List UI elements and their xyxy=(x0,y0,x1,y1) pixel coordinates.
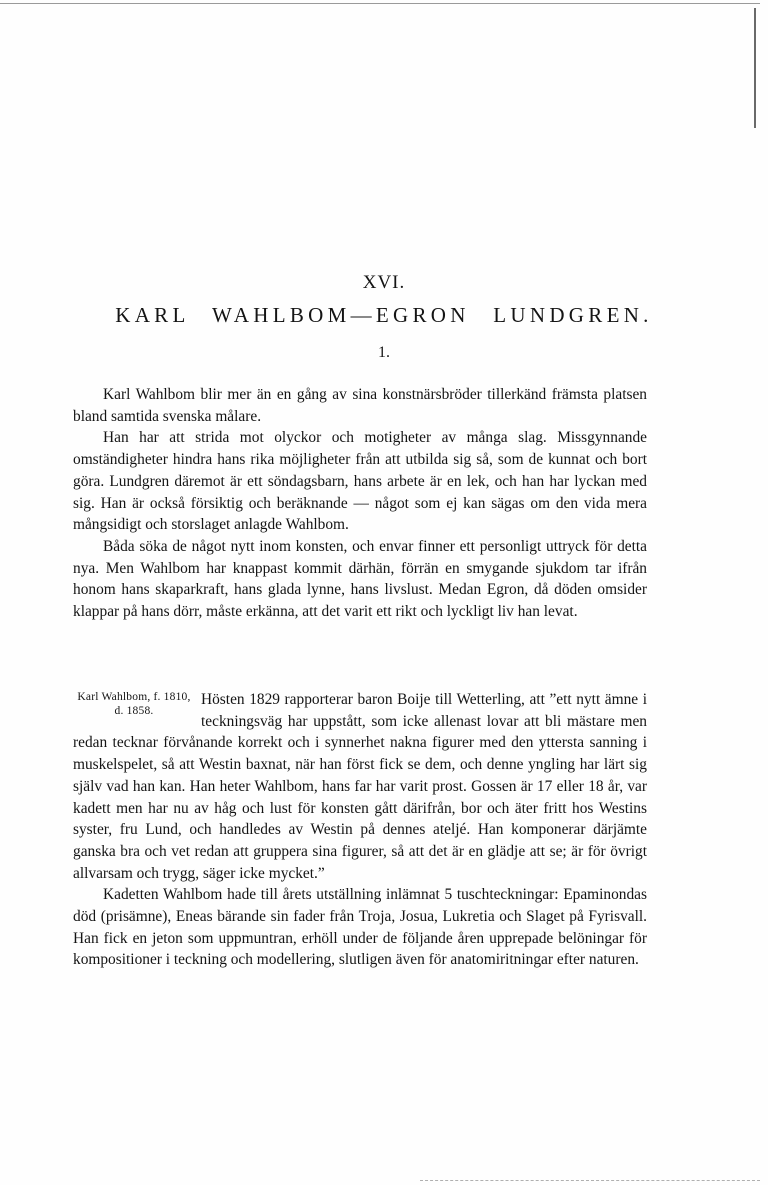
paragraph: Karl Wahlbom blir mer än en gång av sina konstnärsbröder tillerkänd främsta platsen bland samtida svenska målare. xyxy=(73,386,647,425)
chapter-number: XVI. xyxy=(362,272,406,293)
section-number: 1. xyxy=(378,344,390,361)
paragraph: Hösten 1829 rapporterar baron Boije till Wetterling, att ”ett nytt ämne i teckningsväg har uppstått, som icke allenast lovar att bli mästare men redan tecknar förvånande korrekt och i synnerhet nakna figurer med den yttersta sanning i muskelspelet, så att Westin baxnat, när han först fick se dem, och denne yngling har lärt sig själv vad han kan. Han heter Wahlbom, hans far har varit prost. Gossen är 17 eller 18 år, var kadett men har nu av håg och lust för konsten gått därifrån, bor och äter fritt hos Westins syster, fru Lund, och handledes av Westin på dennes ateljé. Han komponerar därjämte ganska bra och vet redan att gruppera sina figurer, så att det är en glädje att se; är för övrigt allvarsam och trygg, säger icke mycket.” xyxy=(73,691,647,882)
margin-note: Karl Wahlbom, f. 1810, d. 1858. xyxy=(77,691,191,717)
paragraph: Båda söka de något nytt inom konsten, och envar finner ett personligt uttryck för detta nya. Men Wahlbom har knappast kommit därhän, förrän en smygande sjukdom tar ifrån honom hans skaparkraft, hans glada lynne, hans livslust. Medan Egron, då döden omsider klappar på hans dörr, måste erkänna, att det varit ett rikt och lyckligt liv han levat. xyxy=(73,537,647,621)
intro-text xyxy=(73,384,647,623)
scan-edge-right xyxy=(754,8,756,128)
scan-edge-top xyxy=(0,3,760,4)
scan-edge-bottom xyxy=(420,1180,760,1181)
chapter-title: KARL WAHLBOM—EGRON LUNDGREN. xyxy=(115,303,653,327)
paragraph: Han har att strida mot olyckor och motigheter av många slag. Missgynnande omständigheter hindra hans rika möjligheter från att utbilda sig så, som de kunnat och bort göra. Lundgren däremot är ett söndagsbarn, hans arbete är en lek, och han har lyckan med sig. Han är också försiktig och beräknande — något som ej kan sägas om den vida mera mångsidigt och storslaget anlagde Wahlbom. xyxy=(73,429,647,534)
paragraph: Kadetten Wahlbom hade till årets utställning inlämnat 5 tuschteckningar: Epaminondas död (prisämne), Eneas bärande sin fader från Troja, Josua, Lukretia och Slaget på Fyrisvall. Han fick en jeton som uppmuntran, erhöll under de följande åren upprepade belöningar för kompositioner i teckning och modellering, slutligen även för anatomiritningar efter naturen. xyxy=(73,886,647,969)
biography-text xyxy=(73,689,647,971)
